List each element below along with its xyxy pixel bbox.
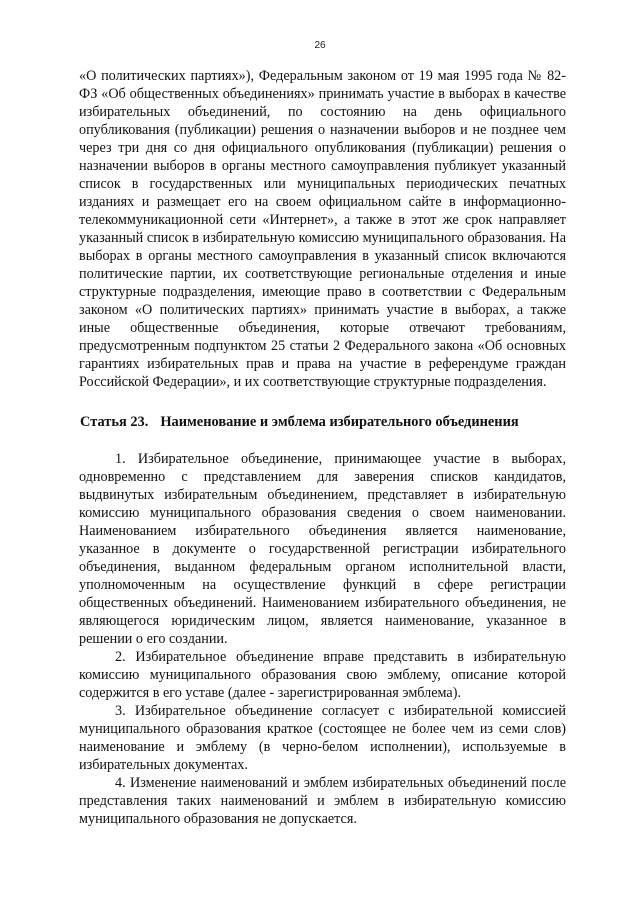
paragraph-4: 4. Изменение наименований и эмблем избирательных объединений после представления таких наименований и эмблем в избирательную комиссию муниципального образования не допускается. [79,775,566,827]
paragraph-3: 3. Избирательное объединение согласует с избирательной комиссией муниципального образования краткое (состоящее не более чем из семи слов) наименование и эмблему (в черно-белом исполнении), используемые в избирательных документах. [79,703,566,773]
paragraph-2: 2. Избирательное объединение вправе представить в избирательную комиссию муниципального образования свою эмблему, описание которой содержится в его уставе (далее - зарегистрированная эмблема). [79,649,566,701]
article-body [79,450,566,828]
article-title: Наименование и эмблема избирательного объединения [160,414,519,430]
continuation-block [79,67,566,391]
article-number: Статья 23. [80,414,149,430]
page-number: 26 [314,40,326,51]
paragraph-1: 1. Избирательное объединение, принимающее участие в выборах, одновременно с представлением для заверения списков кандидатов, выдвинутых избирательным объединением, представляет в избирательную комиссию муниципального образования сведения о своем наименовании. Наименованием избирательного объединения является наименование, указанное в документе о государственной регистрации избирательного объединения, выданном федеральным органом исполнительной власти, уполномоченным на осуществление функций в сфере регистрации общественных объединений. Наименованием избирательного объединения, не являющегося юридическим лицом, является наименование, указанное в решении о его создании. [79,451,566,647]
continuation-paragraph: «О политических партиях»), Федеральным законом от 19 мая 1995 года № 82-ФЗ «Об общественных объединениях» принимать участие в выборах в качестве избирательных объединений, по состоянию на день официального опубликования (публикации) решения о назначении выборов и не позднее чем через три дня со дня официального опубликования (публикации) решения о назначении выборов в органы местного самоуправления публикует указанный список в государственных или муниципальных периодических печатных изданиях и размещает его на своем официальном сайте в информационно-телекоммуникационной сети «Интернет», а также в этот же срок направляет указанный список в избирательную комиссию муниципального образования. На выборах в органы местного самоуправления в указанный список включаются политические партии, их соответствующие региональные отделения и иные структурные подразделения, имеющие право в соответствии с Федеральным законом «О политических партиях» принимать участие в выборах, а также иные общественные объединения, которые отвечают требованиям, предусмотренным подпунктом 25 статьи 2 Федерального закона «Об основных гарантиях избирательных прав и права на участие в референдуме граждан Российской Федерации», и их соответствующие структурные подразделения. [79,68,566,390]
article-heading [80,413,600,431]
